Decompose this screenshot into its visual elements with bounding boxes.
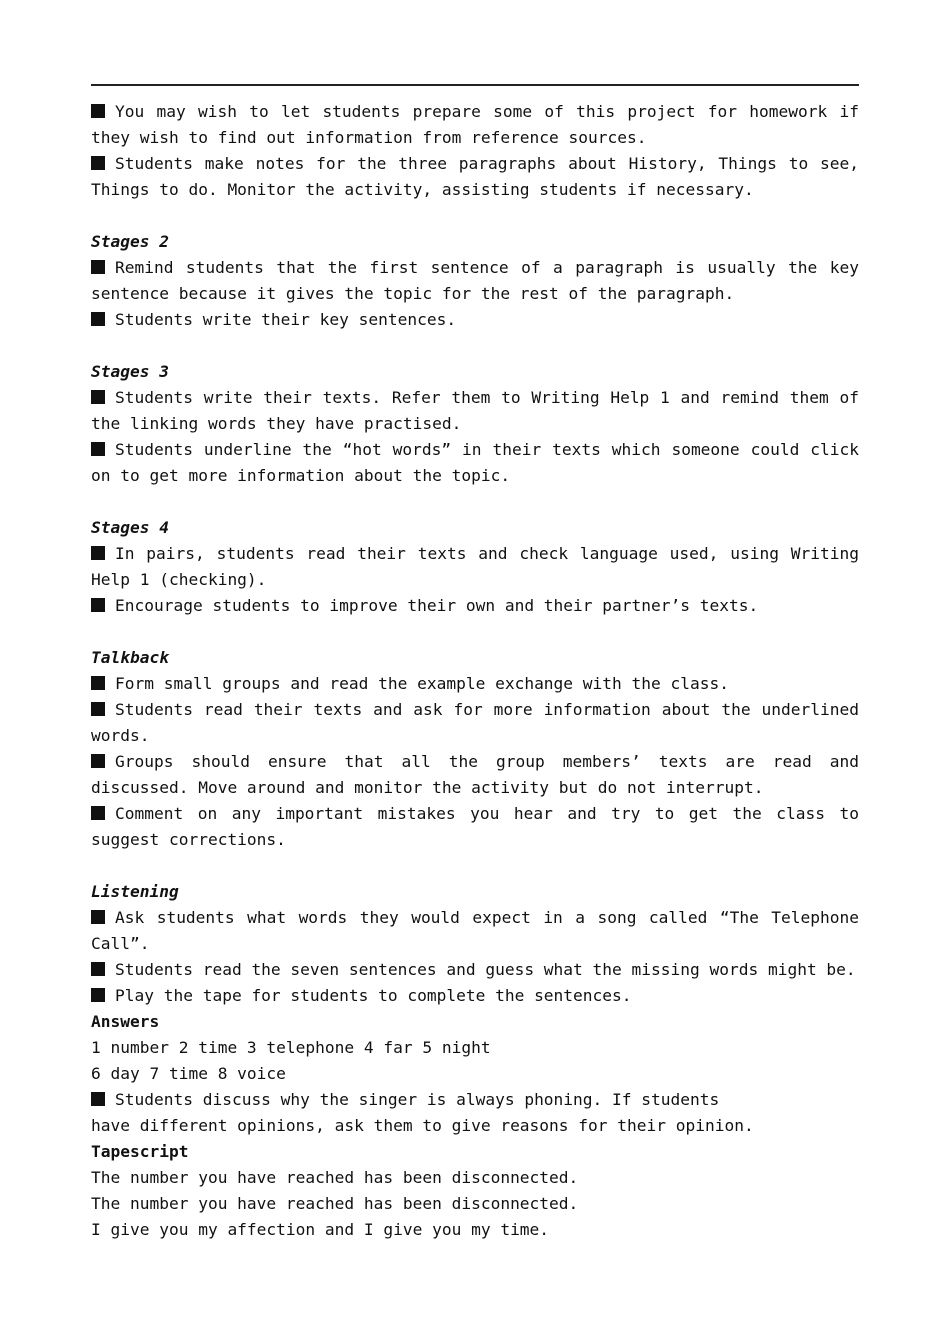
- intro-bullet-1: [91, 99, 859, 151]
- tapescript-line-1: The number you have reached has been disconnected.: [91, 1168, 579, 1187]
- stage4-bullet-1: [91, 541, 859, 593]
- bullet-text: Remind students that the first sentence of a paragraph is usually the key sentence because it gives the topic for the rest of the paragraph.: [91, 258, 859, 303]
- bullet-square-icon: [91, 260, 105, 274]
- listening-bullet-4-line-1: [91, 1087, 859, 1113]
- bullet-square-icon: [91, 754, 105, 768]
- bullet-square-icon: [91, 442, 105, 456]
- answers-line-2: 6 day 7 time 8 voice: [91, 1064, 286, 1083]
- listening-bullet-2: [91, 957, 859, 983]
- bullet-square-icon: [91, 676, 105, 690]
- bullet-square-icon: [91, 546, 105, 560]
- talkback-heading: Talkback: [91, 648, 169, 667]
- talkback-bullet-2: [91, 697, 859, 749]
- bullet-square-icon: [91, 312, 105, 326]
- bullet-text: Groups should ensure that all the group members’ texts are read and discussed. Move around and monitor the activity but do not interrupt.: [91, 752, 859, 797]
- talkback-bullet-3: [91, 749, 859, 801]
- answers-label: Answers: [91, 1012, 160, 1031]
- talkback-bullet-4: [91, 801, 859, 853]
- listening-heading: Listening: [91, 882, 179, 901]
- stage2-bullet-1: [91, 255, 859, 307]
- bullet-text: Students discuss why the singer is always phoning. If students: [115, 1090, 720, 1109]
- bullet-text: Form small groups and read the example exchange with the class.: [115, 674, 729, 693]
- bullet-square-icon: [91, 962, 105, 976]
- listening-bullet-3: [91, 983, 859, 1009]
- bullet-square-icon: [91, 910, 105, 924]
- bullet-text: Ask students what words they would expect in a song called “The Telephone Call”.: [91, 908, 859, 953]
- bullet-text: Encourage students to improve their own and their partner’s texts.: [115, 596, 759, 615]
- bullet-square-icon: [91, 702, 105, 716]
- stage3-bullet-1: [91, 385, 859, 437]
- tapescript-label: Tapescript: [91, 1142, 189, 1161]
- bullet-square-icon: [91, 806, 105, 820]
- bullet-square-icon: [91, 156, 105, 170]
- stage2-heading: Stages 2: [91, 232, 169, 251]
- header-rule: [91, 84, 859, 86]
- bullet-square-icon: [91, 598, 105, 612]
- bullet-square-icon: [91, 1092, 105, 1106]
- bullet-text: Students underline the “hot words” in their texts which someone could click on to get more information about the topic.: [91, 440, 859, 485]
- stage4-bullet-2: [91, 593, 859, 619]
- listening-bullet-4-line-2: have different opinions, ask them to give reasons for their opinion.: [91, 1116, 754, 1135]
- bullet-text: Comment on any important mistakes you hear and try to get the class to suggest corrections.: [91, 804, 859, 849]
- bullet-text: Students write their key sentences.: [115, 310, 457, 329]
- document-body: [91, 99, 859, 1243]
- listening-bullet-1: [91, 905, 859, 957]
- answers-line-1: 1 number 2 time 3 telephone 4 far 5 night: [91, 1038, 491, 1057]
- stage2-bullet-2: [91, 307, 859, 333]
- stage3-heading: Stages 3: [91, 362, 169, 381]
- stage4-heading: Stages 4: [91, 518, 169, 537]
- bullet-square-icon: [91, 390, 105, 404]
- bullet-square-icon: [91, 988, 105, 1002]
- bullet-text: Students make notes for the three paragraphs about History, Things to see, Things to do. Monitor the activity, assisting students if necessary.: [91, 154, 859, 199]
- intro-bullet-2: [91, 151, 859, 203]
- bullet-text: Students read the seven sentences and guess what the missing words might be.: [115, 960, 856, 979]
- bullet-text: Students write their texts. Refer them to Writing Help 1 and remind them of the linking words they have practised.: [91, 388, 859, 433]
- bullet-text: Students read their texts and ask for more information about the underlined words.: [91, 700, 859, 745]
- tapescript-line-2: The number you have reached has been disconnected.: [91, 1194, 579, 1213]
- stage3-bullet-2: [91, 437, 859, 489]
- bullet-text: Play the tape for students to complete the sentences.: [115, 986, 632, 1005]
- talkback-bullet-1: [91, 671, 859, 697]
- bullet-text: In pairs, students read their texts and check language used, using Writing Help 1 (checking).: [91, 544, 859, 589]
- tapescript-line-3: I give you my affection and I give you my time.: [91, 1220, 550, 1239]
- bullet-square-icon: [91, 104, 105, 118]
- bullet-text: You may wish to let students prepare some of this project for homework if they wish to find out information from reference sources.: [91, 102, 859, 147]
